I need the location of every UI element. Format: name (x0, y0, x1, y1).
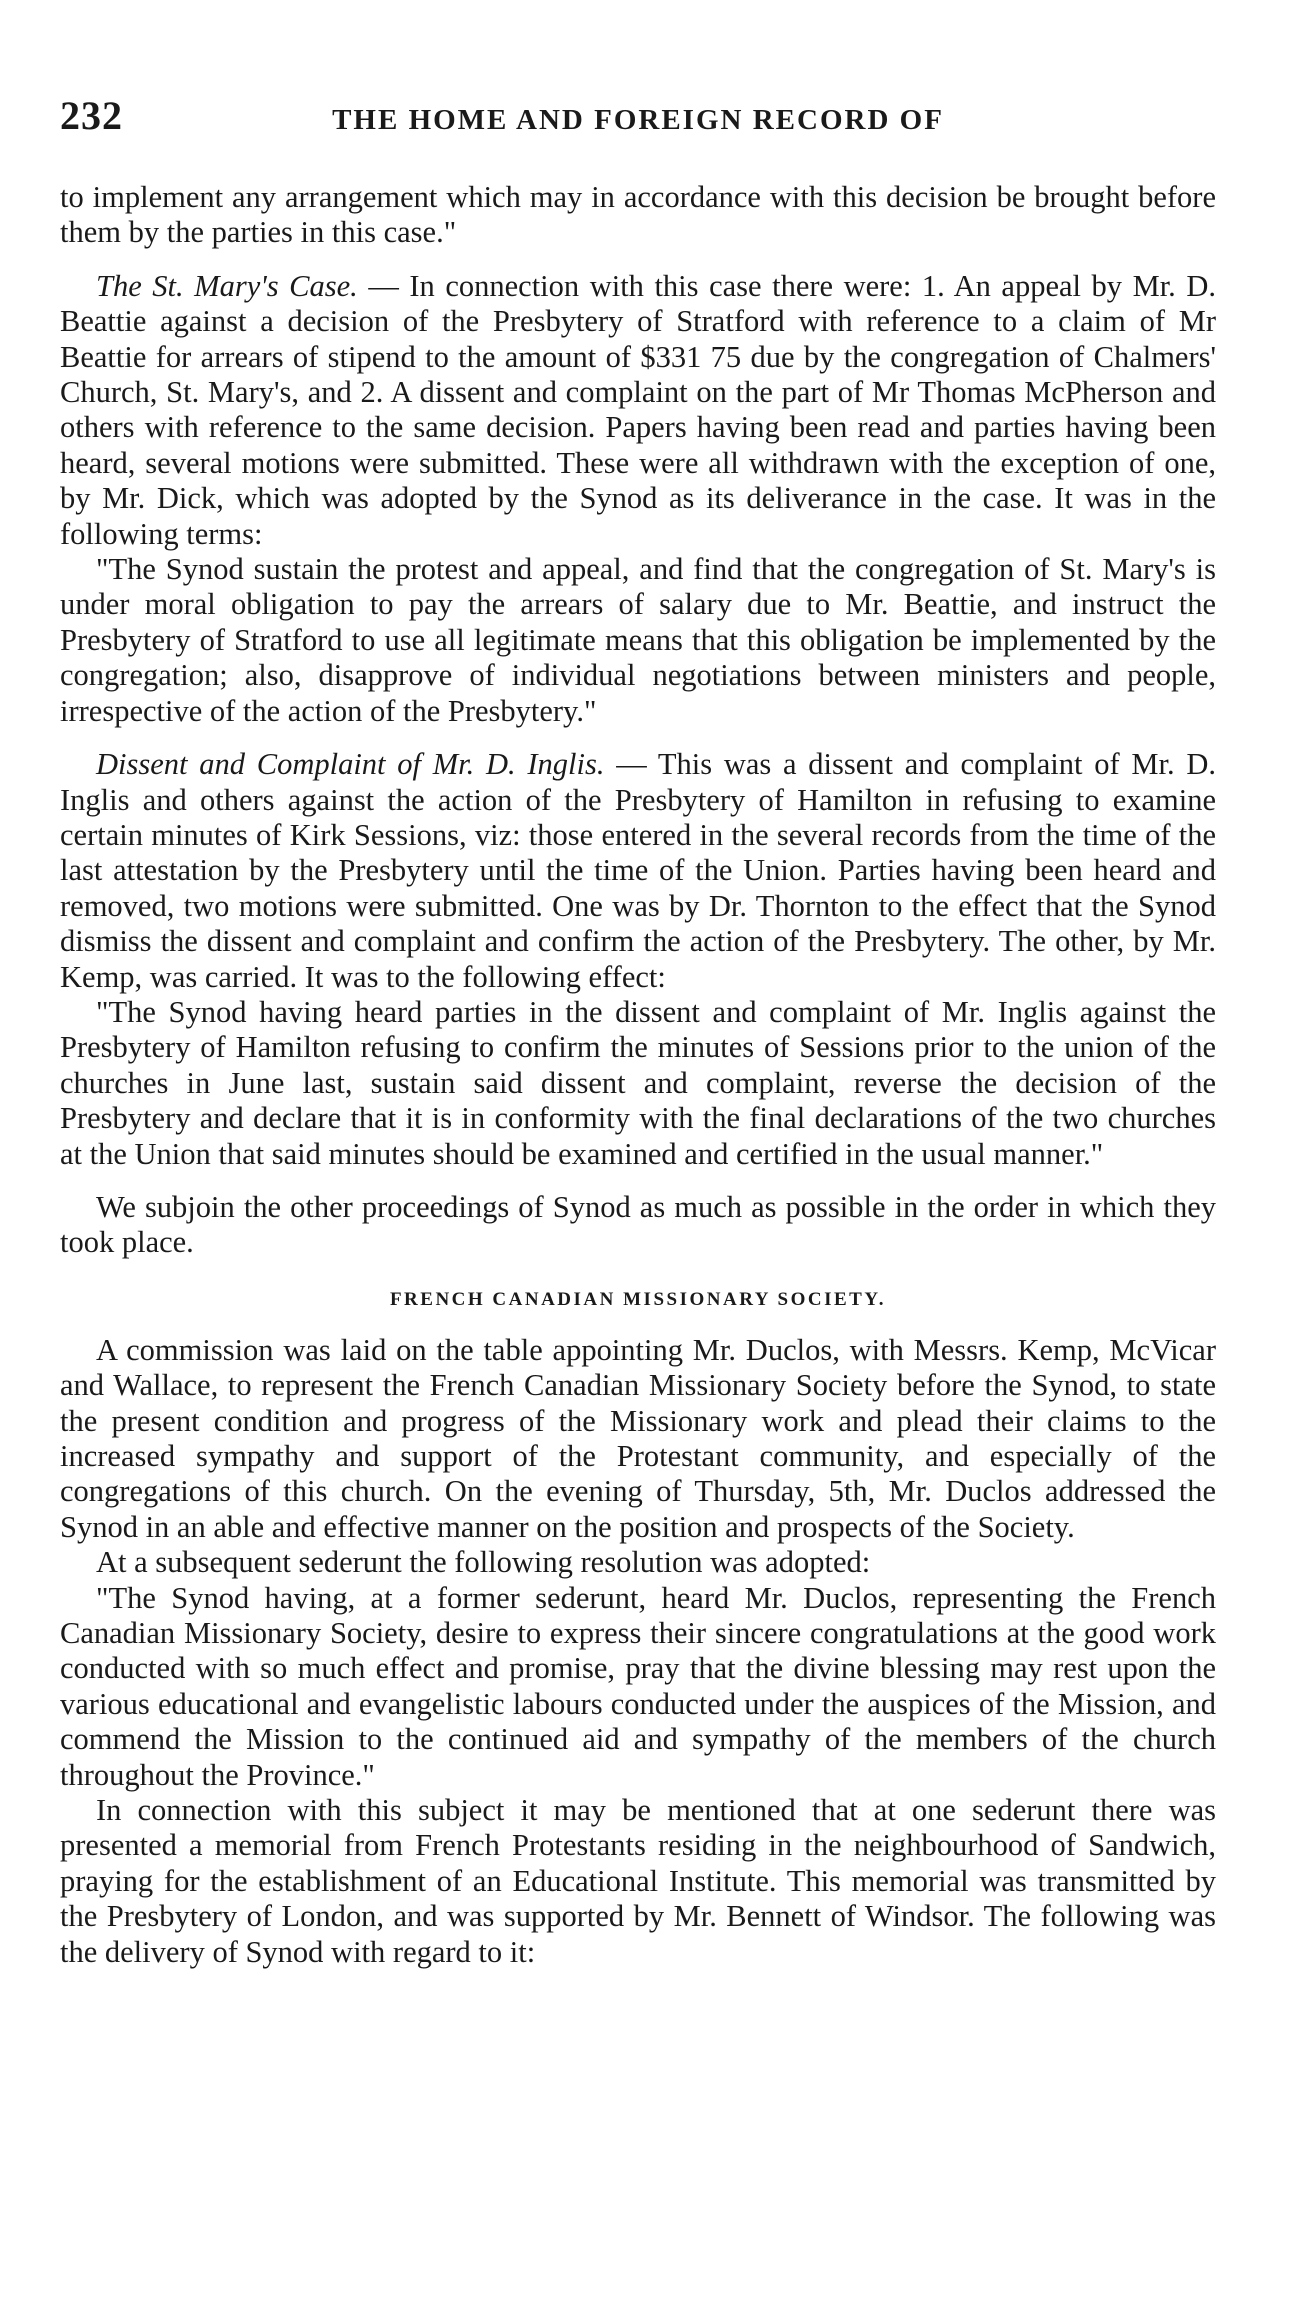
page-number: 232 (60, 93, 123, 138)
paragraph-synod-resolution: "The Synod having, at a former sederunt, heard Mr. Duclos, representing the French Canadian Missionary Society, desire to express their sincere congratulations at the good work conducted with so much effect and promise, pray that the divine blessing may rest upon the various educational and evangelistic labours conducted under the auspices of the Mission, and commend the Mission to the continued aid and sympathy of the members of the church throughout the Province." (60, 1580, 1216, 1792)
page-header (60, 92, 1216, 142)
paragraph-inglis-case (60, 747, 1216, 995)
paragraph-inglis-resolution: "The Synod having heard parties in the dissent and complaint of Mr. Inglis against the Presbytery of Hamilton refusing to confirm the minutes of Sessions prior to the union of the churches in June last, sustain said dissent and complaint, reverse the decision of the Presbytery and declare that it is in conformity with the final declarations of the two churches at the Union that said minutes should be examined and certified in the usual manner." (60, 994, 1216, 1171)
case-body-inglis: — This was a dissent and complaint of Mr. D. Inglis and others against the action of the Presbytery of Hamilton in refusing to examine certain minutes of Kirk Sessions, viz: those entered in the several records from the time of the last attestation by the Presbytery until the time of the Union. Parties having been heard and removed, two motions were submitted. One was by Dr. Thornton to the effect that the Synod dismiss the dissent and complaint and confirm the action of the Presbytery. The other, by Mr. Kemp, was carried. It was to the following effect: (60, 747, 1216, 994)
paragraph-memorial: In connection with this subject it may be mentioned that at one sederunt there was presented a memorial from French Protestants residing in the neighbourhood of Sandwich, praying for the establishment of an Educational Institute. This memorial was transmitted by the Presbytery of London, and was supported by Mr. Bennett of Windsor. The following was the delivery of Synod with regard to it: (60, 1793, 1216, 1969)
paragraph-commission: A commission was laid on the table appointing Mr. Duclos, with Messrs. Kemp, McVicar and Wallace, to represent the French Canadian Missionary Society before the Synod, to state the present condition and progress of the Missionary work and plead their claims to the increased sympathy and support of the Protestant community, and especially of the congregations of this church. On the evening of Thursday, 5th, Mr. Duclos addressed the Synod in an able and effective manner on the position and prospects of the Society. (60, 1332, 1216, 1544)
paragraph-subsequent-sederunt: At a subsequent sederunt the following resolution was adopted: (96, 1545, 871, 1580)
document-page (60, 92, 1216, 1970)
paragraph-st-marys-case (60, 269, 1216, 552)
paragraph-continuation: to implement any arrangement which may in accordance with this decision be brought before them by the parties in this case." (60, 180, 1216, 250)
paragraph-subjoin: We subjoin the other proceedings of Synod as much as possible in the order in which they took place. (60, 1189, 1216, 1260)
running-title: THE HOME AND FOREIGN RECORD OF (332, 104, 944, 136)
case-title-st-marys: The St. Mary's Case. (96, 268, 358, 303)
paragraph-st-marys-resolution: "The Synod sustain the protest and appeal, and find that the congregation of St. Mary's is under moral obligation to pay the arrears of salary due to Mr. Beattie, and instruct the Presbytery of Stratford to use all legitimate means that this obligation be implemented by the congregation; also, disapprove of individual negotiations between ministers and people, irrespective of the action of the Presbytery." (60, 552, 1216, 728)
case-title-inglis: Dissent and Complaint of Mr. D. Inglis. (96, 747, 605, 782)
case-body-st-marys: — In connection with this case there were: 1. An appeal by Mr. D. Beattie against a decision of the Presbytery of Stratford with reference to a claim of Mr Beattie for arrears of stipend to the amount of $331 75 due by the congregation of Chalmers' Church, St. Mary's, and 2. A dissent and complaint on the part of Mr Thomas McPherson and others with reference to the same decision. Papers having been read and parties having been heard, several motions were submitted. These were all withdrawn with the exception of one, by Mr. Dick, which was adopted by the Synod as its deliverance in the case. It was in the following terms: (60, 268, 1216, 551)
section-heading: FRENCH CANADIAN MISSIONARY SOCIETY. (389, 1288, 887, 1310)
